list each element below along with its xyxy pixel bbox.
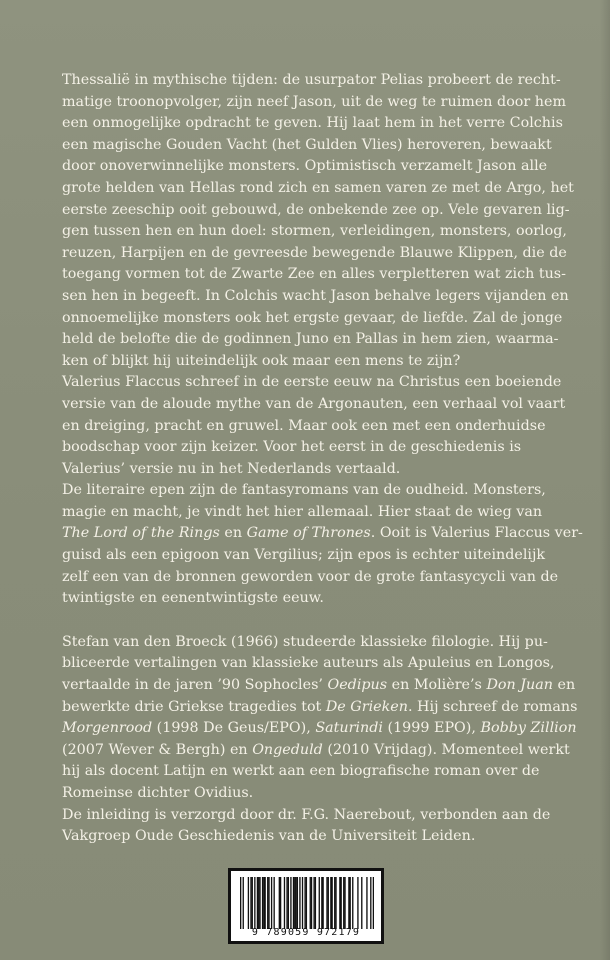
text-line bbox=[62, 718, 582, 740]
text-line bbox=[62, 329, 582, 351]
text-run: Valerius’ versie nu in het Nederlands vertaald. bbox=[62, 460, 401, 477]
text-line bbox=[62, 805, 582, 827]
text-run: Valerius Flaccus schreef in de eerste eeuw na Christus een boeiende bbox=[62, 374, 562, 391]
barcode-bar bbox=[284, 877, 285, 929]
text-run: boodschap voor zijn keizer. Voor het eerst in de geschiedenis is bbox=[62, 439, 522, 456]
text-run: een onmogelijke opdracht te geven. Hij laat hem in het verre Colchis bbox=[62, 115, 563, 132]
text-line bbox=[62, 308, 582, 330]
text-line bbox=[62, 783, 582, 805]
bio-paragraph-1 bbox=[62, 632, 582, 805]
text-line bbox=[62, 502, 582, 524]
barcode-bar bbox=[330, 877, 331, 929]
text-run: bliceerde vertalingen van klassieke auteurs als Apuleius en Longos, bbox=[62, 655, 555, 672]
text-line bbox=[62, 394, 582, 416]
text-run: versie van de aloude mythe van de Argonauten, een verhaal vol vaart bbox=[62, 395, 566, 412]
barcode-bar bbox=[339, 877, 340, 929]
text-run: ken of blijkt hij uiteindelijk ook maar een mens te zijn? bbox=[62, 352, 461, 369]
text-line bbox=[62, 92, 582, 114]
barcode-bar bbox=[313, 877, 314, 929]
barcode-bar bbox=[310, 877, 311, 929]
isbn-barcode bbox=[228, 868, 384, 944]
barcode-bar bbox=[293, 877, 294, 929]
barcode-bar bbox=[254, 877, 255, 929]
barcode-bar bbox=[357, 877, 358, 929]
bio-paragraph-2 bbox=[62, 805, 582, 848]
italic-title: Bobby Zillion bbox=[480, 720, 577, 737]
text-run: sen hen in begeeft. In Colchis wacht Jason behalve legers vijanden en bbox=[62, 287, 569, 304]
text-line bbox=[62, 632, 582, 654]
text-run: held de belofte die de godinnen Juno en Pallas in hem zien, waarma- bbox=[62, 331, 559, 348]
barcode-bar bbox=[311, 877, 312, 929]
text-run: hij als docent Latijn en werkt aan een biografische roman over de bbox=[62, 763, 540, 780]
text-run: Vakgroep Oude Geschiedenis van de Universiteit Leiden. bbox=[62, 828, 476, 845]
text-line bbox=[62, 416, 582, 438]
text-run: vertaalde in de jaren ’90 Sophocles’ bbox=[62, 677, 328, 694]
barcode-bar bbox=[326, 877, 327, 929]
barcode-bar bbox=[295, 877, 296, 929]
text-run: door onoverwinnelijke monsters. Optimistisch verzamelt Jason alle bbox=[62, 158, 548, 175]
barcode-bar bbox=[350, 877, 351, 929]
barcode-bar bbox=[322, 877, 323, 929]
barcode-bar bbox=[252, 877, 253, 929]
text-line bbox=[62, 200, 582, 222]
text-line bbox=[62, 70, 582, 92]
text-run: De inleiding is verzorgd door dr. F.G. Naerebout, verbonden aan de bbox=[62, 806, 551, 823]
italic-title: Game of Thrones bbox=[246, 525, 371, 542]
text-run: Thessalië in mythische tijden: de usurpator Pelias probeert de recht- bbox=[62, 72, 561, 88]
italic-title: Saturindi bbox=[315, 720, 383, 737]
barcode-bar bbox=[243, 877, 244, 929]
barcode-bar bbox=[302, 877, 303, 929]
text-run: . Ooit is Valerius Flaccus ver- bbox=[370, 525, 583, 542]
text-run: (1999 EPO), bbox=[382, 720, 481, 737]
barcode-bar bbox=[294, 877, 295, 929]
barcode-bar bbox=[373, 877, 374, 929]
text-line bbox=[62, 372, 582, 394]
text-line bbox=[62, 697, 582, 719]
italic-title: De Grieken bbox=[325, 698, 408, 715]
barcode-bar bbox=[264, 877, 265, 929]
barcode-bar bbox=[240, 877, 241, 929]
text-run: Romeinse dichter Ovidius. bbox=[62, 785, 254, 801]
text-line bbox=[62, 113, 582, 135]
barcode-bar bbox=[274, 877, 275, 929]
text-run: en bbox=[219, 525, 247, 542]
barcode-bar bbox=[328, 877, 329, 929]
text-run: twintigste en eenentwintigste eeuw. bbox=[62, 590, 324, 607]
text-line bbox=[62, 286, 582, 308]
barcode-bar bbox=[370, 877, 371, 929]
text-line bbox=[62, 437, 582, 459]
text-run: en dreiging, pracht en gruwel. Maar ook een met een onderhuidse bbox=[62, 417, 546, 434]
text-run: guisd als een epigoon van Vergilius; zijn epos is echter uiteindelijk bbox=[62, 547, 546, 564]
text-line bbox=[62, 156, 582, 178]
barcode-bar bbox=[304, 877, 305, 929]
barcode-bar bbox=[344, 877, 345, 929]
barcode-bar bbox=[271, 877, 272, 929]
barcode-bar bbox=[361, 877, 362, 929]
text-line bbox=[62, 459, 582, 481]
barcode-bar bbox=[248, 877, 249, 929]
blurb-paragraph-1 bbox=[62, 70, 582, 372]
blurb-paragraph-3 bbox=[62, 480, 582, 610]
text-line bbox=[62, 588, 582, 610]
text-run: een magische Gouden Vacht (het Gulden Vlies) heroveren, bewaakt bbox=[62, 136, 552, 153]
text-line bbox=[62, 480, 582, 502]
text-run: (1998 De Geus/EPO), bbox=[152, 720, 316, 737]
barcode-bar bbox=[315, 877, 316, 929]
text-line bbox=[62, 178, 582, 200]
barcode-bar bbox=[280, 877, 281, 929]
text-line bbox=[62, 761, 582, 783]
text-line bbox=[62, 523, 582, 545]
text-run: zelf een van de bronnen geworden voor de grote fantasycycli van de bbox=[62, 568, 559, 585]
barcode-bar bbox=[267, 877, 268, 929]
text-run: en Molière’s bbox=[387, 677, 487, 694]
text-run: reuzen, Harpijen en de gevreesde bewegende Blauwe Klippen, die de bbox=[62, 244, 567, 261]
text-run: en bbox=[552, 677, 576, 694]
text-run: (2010 Vrijdag). Momenteel werkt bbox=[322, 741, 570, 758]
barcode-bar bbox=[306, 877, 307, 929]
barcode-bar bbox=[279, 877, 280, 929]
text-line bbox=[62, 675, 582, 697]
barcode-bar bbox=[321, 877, 322, 929]
barcode-bar bbox=[319, 877, 320, 929]
text-run: bewerkte drie Griekse tragedies tot bbox=[62, 698, 326, 715]
text-line bbox=[62, 351, 582, 373]
barcode-bar bbox=[341, 877, 342, 929]
back-cover-text bbox=[62, 70, 582, 848]
text-line bbox=[62, 567, 582, 589]
barcode-bar bbox=[262, 877, 263, 929]
barcode-bar bbox=[334, 877, 335, 929]
text-run: Stefan van den Broeck (1966) studeerde klassieke filologie. Hij pu- bbox=[62, 633, 548, 650]
text-line bbox=[62, 221, 582, 243]
barcode-bar bbox=[263, 877, 264, 929]
text-line bbox=[62, 545, 582, 567]
barcode-bar bbox=[335, 877, 336, 929]
italic-title: Morgenrood bbox=[62, 720, 153, 737]
paragraph-gap bbox=[62, 610, 582, 632]
barcode-bar bbox=[288, 877, 289, 929]
italic-title: Don Juan bbox=[486, 677, 553, 694]
barcode-bar bbox=[258, 877, 259, 929]
italic-title: Ongeduld bbox=[252, 741, 323, 758]
text-run: De literaire epen zijn de fantasyromans van de oudheid. Monsters, bbox=[62, 482, 546, 499]
barcode-bar bbox=[250, 877, 251, 929]
text-run: magie en macht, je vindt het hier allemaal. Hier staat de wieg van bbox=[62, 503, 543, 520]
barcode-bar bbox=[297, 877, 298, 929]
italic-title: Oedipus bbox=[327, 677, 388, 694]
barcode-digits: 9 789059 972179 bbox=[251, 927, 361, 938]
text-run: . Hij schreef de romans bbox=[407, 698, 578, 715]
barcode-bar bbox=[259, 877, 260, 929]
text-run: matige troonopvolger, zijn neef Jason, uit de weg te ruimen door hem bbox=[62, 93, 567, 110]
text-run: (2007 Wever & Bergh) en bbox=[62, 741, 253, 758]
barcode-bar bbox=[331, 877, 332, 929]
text-run: gen tussen hen en hun doel: stormen, verleidingen, monsters, oorlog, bbox=[62, 223, 567, 240]
text-run: onnoemelijke monsters ook het ergste gevaar, de liefde. Zal de jonge bbox=[62, 309, 563, 326]
barcode-bar bbox=[268, 877, 269, 929]
barcode-bar bbox=[348, 877, 349, 929]
barcode-bars bbox=[240, 877, 374, 929]
barcode-bar bbox=[366, 877, 367, 929]
text-line bbox=[62, 826, 582, 848]
barcode-bar bbox=[352, 877, 353, 929]
text-line bbox=[62, 135, 582, 157]
text-run: grote helden van Hellas rond zich en samen varen ze met de Argo, het bbox=[62, 179, 574, 196]
blurb-paragraph-2 bbox=[62, 372, 582, 480]
barcode-bar bbox=[299, 877, 300, 929]
text-line bbox=[62, 740, 582, 762]
text-run: toegang vormen tot de Zwarte Zee en alles verpletteren wat zich tus- bbox=[62, 266, 566, 283]
barcode-bar bbox=[257, 877, 258, 929]
barcode-bar bbox=[286, 877, 287, 929]
text-line bbox=[62, 653, 582, 675]
text-line bbox=[62, 243, 582, 265]
barcode-bar bbox=[290, 877, 291, 929]
barcode-bar bbox=[343, 877, 344, 929]
text-line bbox=[62, 264, 582, 286]
text-run: eerste zeeschip ooit gebouwd, de onbekende zee op. Vele gevaren lig- bbox=[62, 201, 570, 218]
italic-title: The Lord of the Rings bbox=[62, 525, 220, 542]
